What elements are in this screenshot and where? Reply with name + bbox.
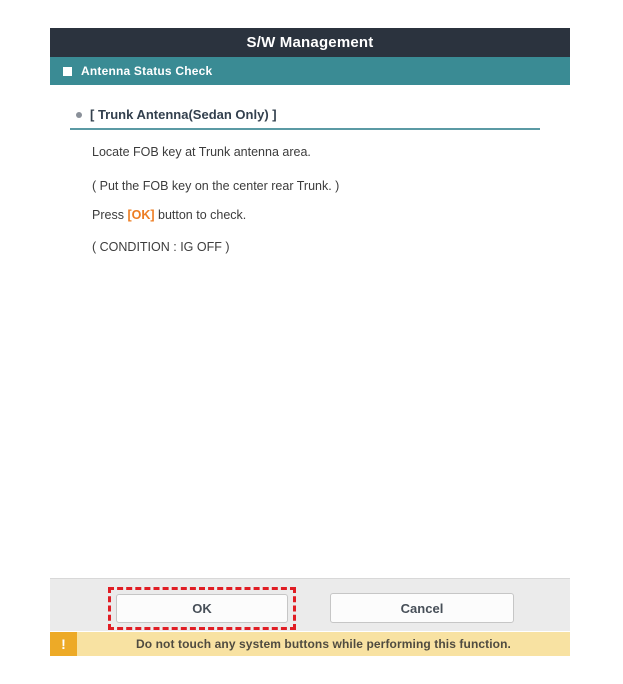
content-area	[50, 85, 570, 578]
button-bar	[50, 578, 570, 631]
ok-button[interactable]: OK	[116, 594, 288, 623]
warning-message: Do not touch any system buttons while performing this function.	[77, 632, 570, 656]
sw-management-panel	[50, 28, 570, 656]
warning-exclamation-icon: !	[50, 632, 77, 656]
ok-keyword-highlight: [OK]	[127, 208, 155, 222]
bullet-dot-icon	[76, 112, 82, 118]
press-prefix: Press	[92, 208, 128, 222]
page-title: S/W Management	[246, 34, 374, 51]
condition-line: ( CONDITION : IG OFF )	[92, 240, 230, 254]
section-divider	[70, 128, 540, 130]
section-bar	[50, 57, 570, 85]
warning-bar	[50, 632, 570, 656]
instruction-line-3	[92, 208, 246, 222]
square-bullet-icon	[63, 67, 72, 76]
section-title: [ Trunk Antenna(Sedan Only) ]	[90, 107, 277, 122]
press-suffix: button to check.	[154, 208, 247, 222]
section-heading	[76, 107, 277, 122]
cancel-button[interactable]: Cancel	[330, 593, 514, 623]
title-bar	[50, 28, 570, 57]
ok-button-annotation	[108, 587, 296, 630]
instruction-line-2: ( Put the FOB key on the center rear Trunk. )	[92, 179, 340, 193]
section-bar-label: Antenna Status Check	[81, 64, 213, 78]
instruction-line-1: Locate FOB key at Trunk antenna area.	[92, 145, 311, 159]
